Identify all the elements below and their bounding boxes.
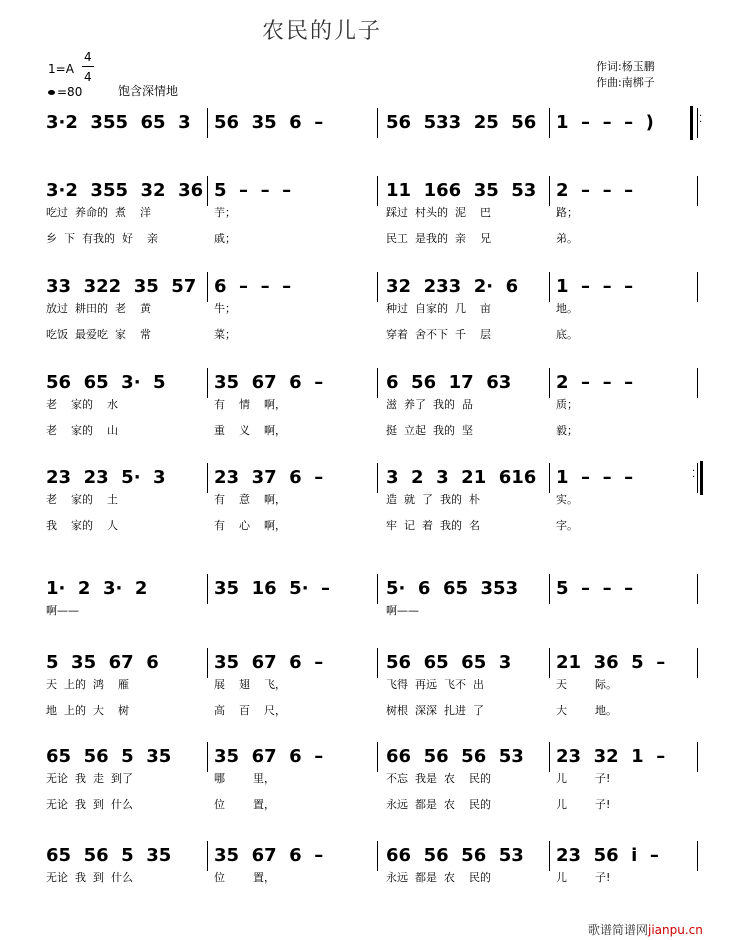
barline [377, 108, 378, 138]
time-signature-bottom: 4 [84, 70, 92, 84]
lyric-text: 老 家的 水 [46, 398, 118, 411]
lyric-text: 有 情 啊， [214, 398, 286, 411]
measure-notes: 1 – – – [556, 276, 634, 297]
lyric-text: 放过 耕田的 老 黄 [46, 302, 151, 315]
lyric-text: 挺 立起 我的 坚 [386, 424, 473, 437]
lyric-text: 哪 里， [214, 772, 275, 785]
lyric-text: 老 家的 土 [46, 493, 118, 506]
repeat-dots: · · [699, 111, 703, 128]
lyric-text: 无论 我 到 什么 [46, 798, 133, 811]
lyric-text: 无论 我 走 到了 [46, 772, 133, 785]
lyric-text: 不忘 我是 农 民的 [386, 772, 491, 785]
barline [549, 841, 550, 871]
measure-notes: 35 67 6 – [214, 372, 324, 393]
expression-mark: 饱含深情地 [118, 84, 179, 98]
lyric-text: 滋 养了 我的 品 [386, 398, 473, 411]
lyric-text: 位 置， [214, 798, 275, 811]
measure-notes: 66 56 56 53 [386, 845, 524, 866]
time-signature-top: 4 [84, 50, 92, 64]
barline [377, 742, 378, 772]
lyric-text: 弟。 [556, 232, 578, 245]
watermark [588, 921, 703, 938]
lyric-text: 造 就 了 我的 朴 [386, 493, 480, 506]
measure-notes: 35 67 6 – [214, 746, 324, 767]
measure-notes: 1 – – – [556, 467, 634, 488]
measure-notes: 23 23 5· 3 [46, 467, 166, 488]
barline [697, 574, 698, 604]
measure-notes: 1 – – – ) [556, 112, 654, 133]
lyric-text: 儿 子! [556, 798, 611, 811]
barline [549, 463, 550, 493]
lyric-text: 芋； [214, 206, 236, 219]
barline [549, 648, 550, 678]
lyric-text: 穿着 舍不下 千 层 [386, 328, 491, 341]
composer: 作曲:南梆子 [596, 76, 655, 89]
barline [207, 574, 208, 604]
barline [377, 368, 378, 398]
lyricist: 作词:杨玉鹏 [596, 60, 655, 73]
lyric-text: 乡 下 有我的 好 亲 [46, 232, 158, 245]
lyric-text: 种过 自家的 几 亩 [386, 302, 491, 315]
lyric-text: 啊—— [46, 604, 79, 617]
measure-notes: 2 – – – [556, 180, 634, 201]
quarter-note-icon [48, 90, 55, 95]
lyric-text: 菜； [214, 328, 236, 341]
watermark-site-name: 歌谱简谱网 [588, 923, 649, 937]
song-title: 农民的儿子 [262, 19, 383, 44]
measure-notes: 23 32 1 – [556, 746, 666, 767]
lyric-text: 树根 深深 扎进 了 [386, 704, 484, 717]
lyric-text: 展 翅 飞， [214, 678, 286, 691]
measure-notes: 66 56 56 53 [386, 746, 524, 767]
barline [697, 176, 698, 206]
barline [697, 108, 698, 138]
measure-notes: 5· 6 65 353 [386, 578, 519, 599]
lyric-text: 牛； [214, 302, 236, 315]
watermark-url: jianpu.cn [648, 923, 703, 937]
measure-notes: 5 35 67 6 [46, 652, 159, 673]
lyric-text: 有 意 啊， [214, 493, 286, 506]
lyric-text: 位 置， [214, 871, 275, 884]
measure-notes: 21 36 5 – [556, 652, 666, 673]
measure-notes: 35 67 6 – [214, 845, 324, 866]
measure-notes: 5 – – – [556, 578, 634, 599]
lyric-text: 地。 [556, 302, 578, 315]
barline [549, 272, 550, 302]
lyric-text: 重 义 啊， [214, 424, 286, 437]
lyric-text: 儿 子! [556, 772, 611, 785]
measure-notes: 56 65 65 3 [386, 652, 512, 673]
measure-notes: 2 – – – [556, 372, 634, 393]
barline [207, 742, 208, 772]
measure-notes: 65 56 5 35 [46, 845, 172, 866]
measure-notes: 65 56 5 35 [46, 746, 172, 767]
barline [377, 841, 378, 871]
barline [549, 368, 550, 398]
lyric-text: 有 心 啊， [214, 519, 286, 532]
barline [697, 742, 698, 772]
barline [697, 463, 698, 493]
measure-notes: 6 – – – [214, 276, 292, 297]
barline [549, 108, 550, 138]
barline [377, 648, 378, 678]
barline [697, 841, 698, 871]
barline [377, 176, 378, 206]
measure-notes: 6 56 17 63 [386, 372, 512, 393]
barline [207, 176, 208, 206]
measure-notes: 35 16 5· – [214, 578, 331, 599]
barline [207, 841, 208, 871]
lyric-text: 老 家的 山 [46, 424, 118, 437]
lyric-text: 我 家的 人 [46, 519, 118, 532]
barline [207, 272, 208, 302]
barline [549, 574, 550, 604]
lyric-text: 质； [556, 398, 578, 411]
barline [207, 648, 208, 678]
lyric-text: 无论 我 到 什么 [46, 871, 133, 884]
lyric-text: 吃过 养命的 煮 洋 [46, 206, 151, 219]
repeat-dots: · · [692, 466, 696, 483]
lyric-text: 实。 [556, 493, 578, 506]
lyric-text: 高 百 尺， [214, 704, 286, 717]
lyric-text: 踩过 村头的 泥 巴 [386, 206, 491, 219]
lyric-text: 天 际。 [556, 678, 617, 691]
barline [697, 648, 698, 678]
lyric-text: 天 上的 鸿 雁 [46, 678, 129, 691]
repeat-barline [690, 106, 693, 140]
barline [377, 574, 378, 604]
measure-notes: 32 233 2· 6 [386, 276, 519, 297]
measure-notes: 23 56 i – [556, 845, 659, 866]
barline [377, 463, 378, 493]
time-signature-line [82, 66, 94, 67]
barline [207, 368, 208, 398]
measure-notes: 56 35 6 – [214, 112, 324, 133]
lyric-text: 飞得 再远 飞不 出 [386, 678, 484, 691]
measure-notes: 5 – – – [214, 180, 292, 201]
lyric-text: 地 上的 大 树 [46, 704, 129, 717]
lyric-text: 路； [556, 206, 578, 219]
barline [207, 463, 208, 493]
lyric-text: 永远 都是 农 民的 [386, 871, 491, 884]
measure-notes: 1· 2 3· 2 [46, 578, 148, 599]
lyric-text: 底。 [556, 328, 578, 341]
barline [697, 272, 698, 302]
measure-notes: 3 2 3 21 616 [386, 467, 537, 488]
measure-notes: 35 67 6 – [214, 652, 324, 673]
lyric-text: 儿 子! [556, 871, 611, 884]
measure-notes: 11 166 35 53 [386, 180, 537, 201]
measure-notes: 56 533 25 56 [386, 112, 537, 133]
measure-notes: 56 65 3· 5 [46, 372, 166, 393]
lyric-text: 牢 记 着 我的 名 [386, 519, 480, 532]
lyric-text: 戚； [214, 232, 236, 245]
lyric-text: 字。 [556, 519, 578, 532]
barline [207, 108, 208, 138]
tempo: =80 [57, 85, 83, 99]
measure-notes: 33 322 35 57 [46, 276, 197, 297]
barline [549, 176, 550, 206]
measure-notes: 3·2 355 65 3 [46, 112, 191, 133]
repeat-barline [700, 461, 703, 495]
measure-notes: 3·2 355 32 36 [46, 180, 204, 201]
lyric-text: 大 地。 [556, 704, 617, 717]
lyric-text: 吃饭 最爱吃 家 常 [46, 328, 151, 341]
lyric-text: 毅； [556, 424, 578, 437]
lyric-text: 啊—— [386, 604, 419, 617]
barline [549, 742, 550, 772]
barline [697, 368, 698, 398]
lyric-text: 永远 都是 农 民的 [386, 798, 491, 811]
measure-notes: 23 37 6 – [214, 467, 324, 488]
key-signature: 1=A [48, 62, 74, 76]
lyric-text: 民工 是我的 亲 兄 [386, 232, 491, 245]
barline [377, 272, 378, 302]
